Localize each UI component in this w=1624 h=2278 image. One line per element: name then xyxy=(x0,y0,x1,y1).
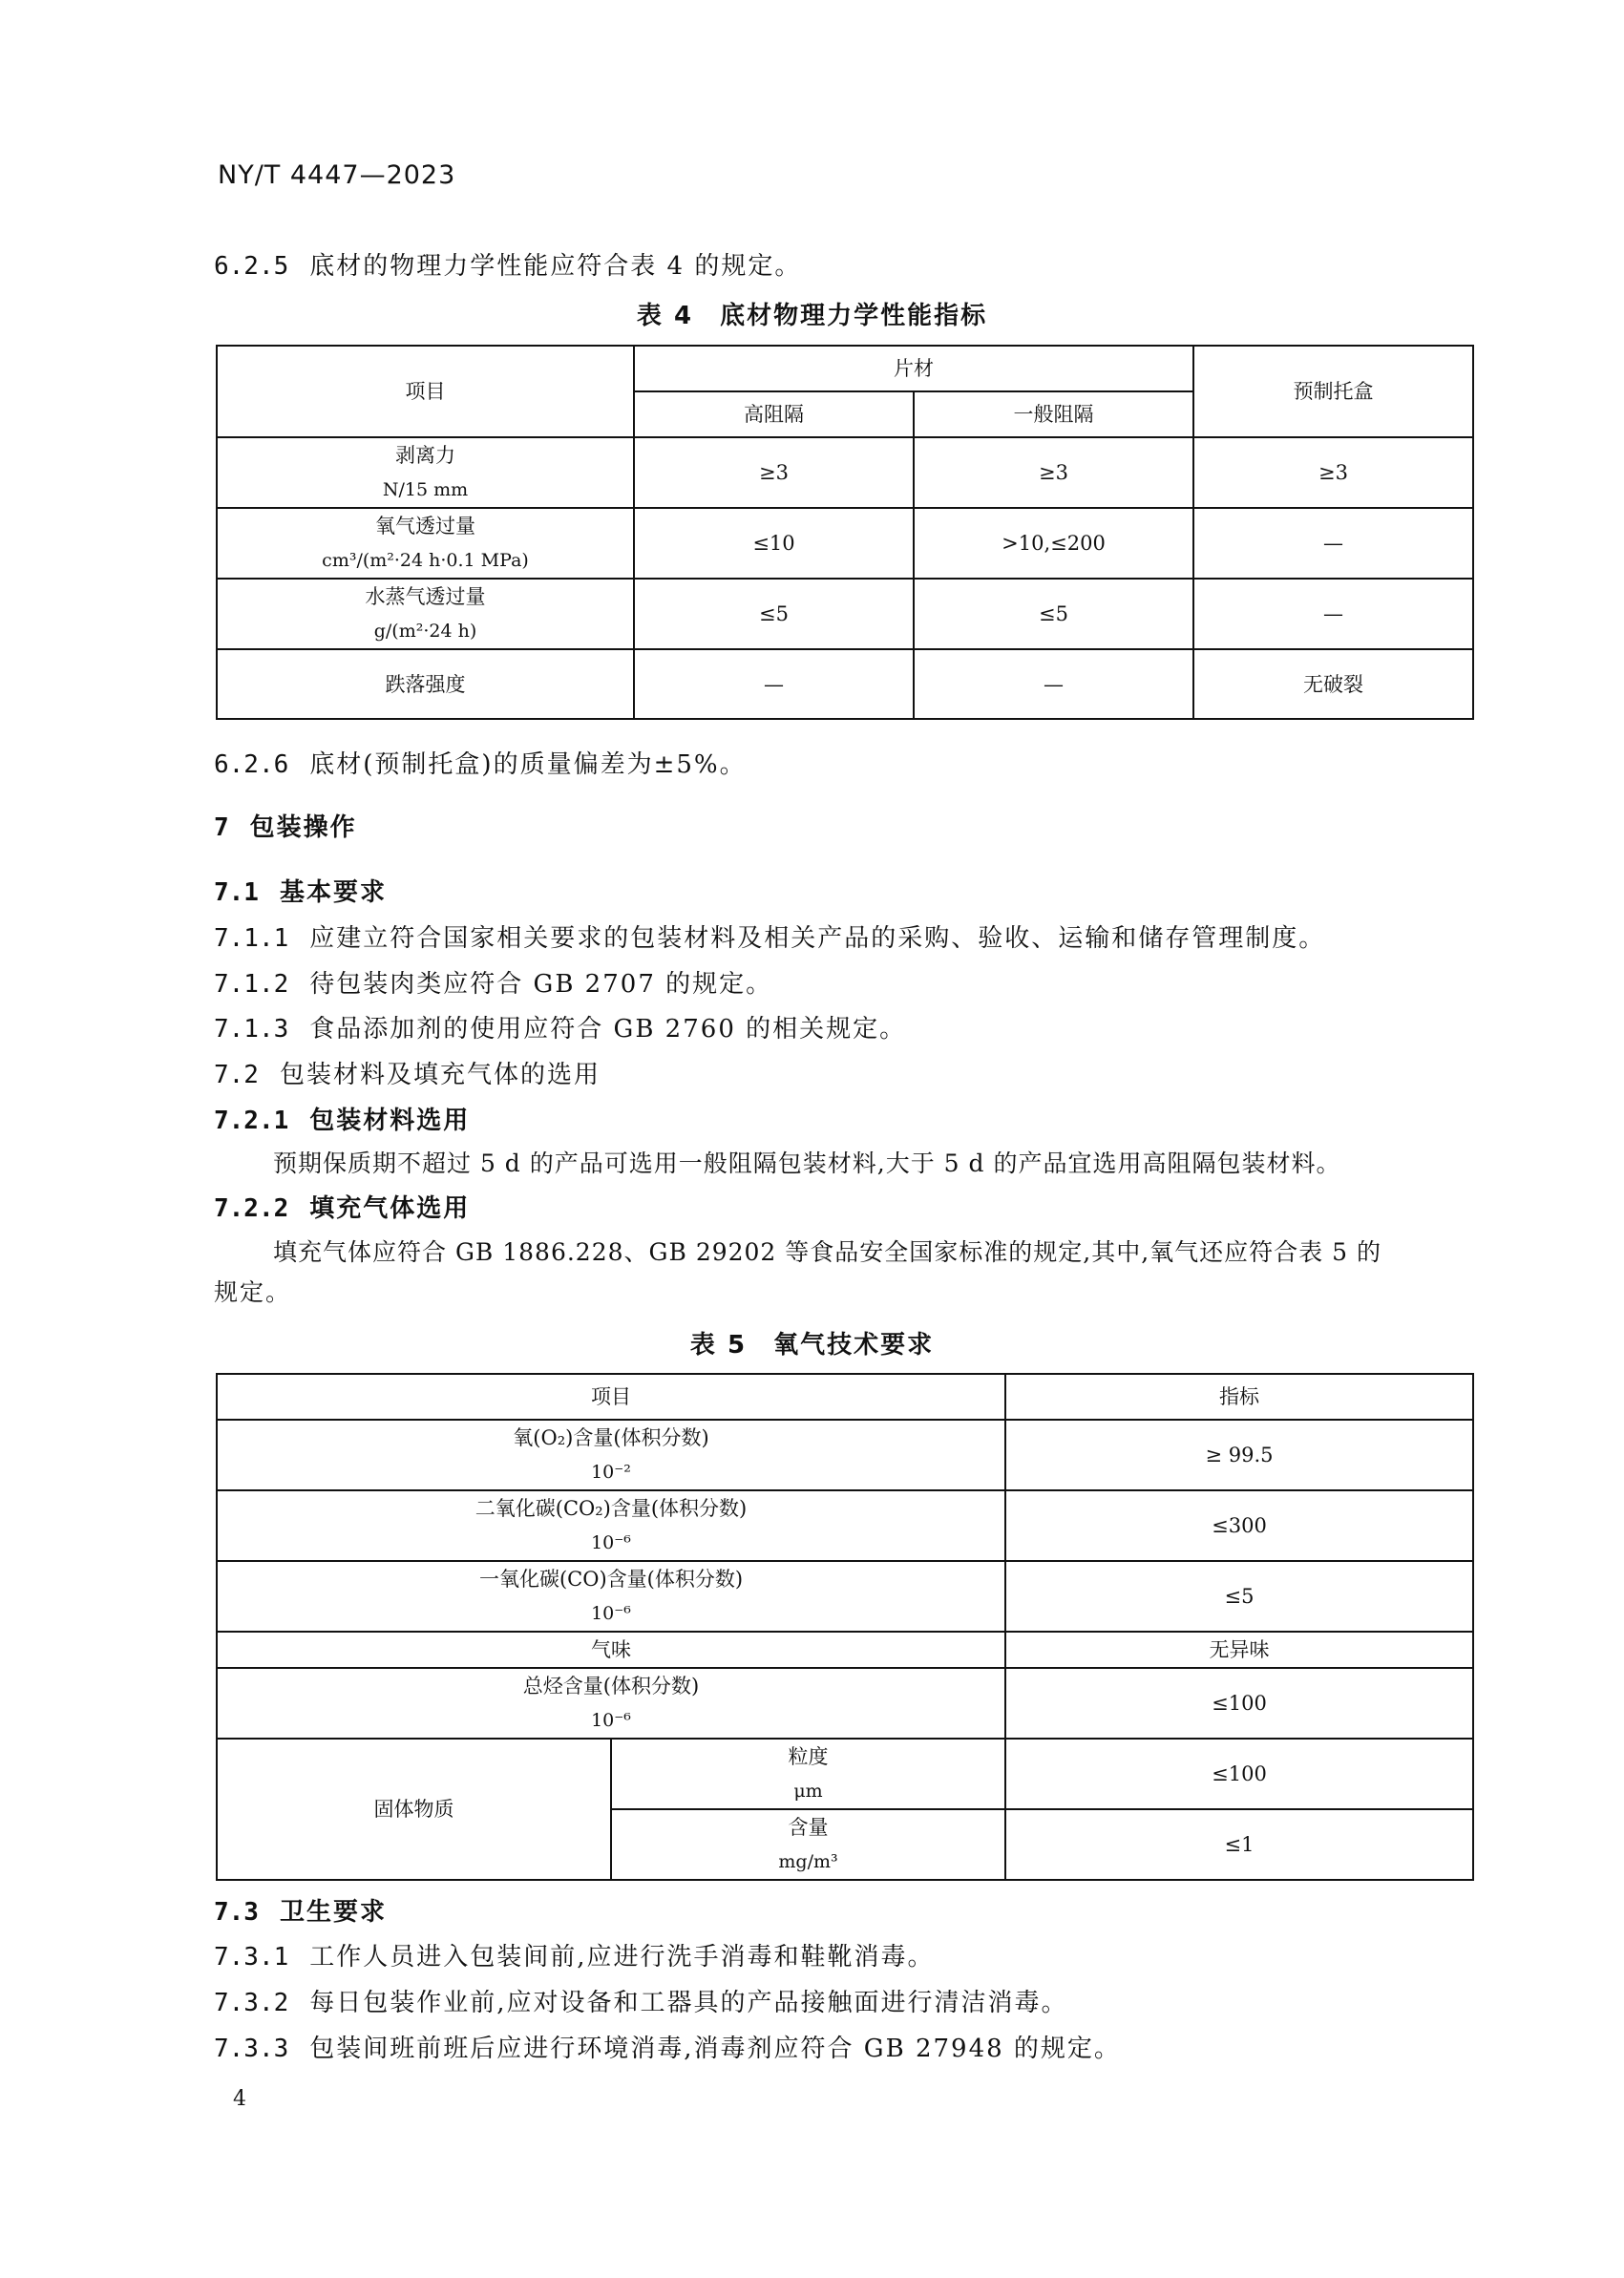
table-row xyxy=(217,1420,1473,1490)
table-cell-item: 含量 mg/m³ xyxy=(611,1809,1005,1880)
table-row xyxy=(217,508,1473,579)
table-5 xyxy=(216,1373,1474,1881)
clause-text: 基本要求 xyxy=(279,878,387,907)
table-4-header-item: 项目 xyxy=(217,346,634,437)
clause-text: 底材(预制托盒)的质量偏差为±5%。 xyxy=(309,750,747,779)
table-row xyxy=(217,1561,1473,1632)
clause-7-2-2-heading xyxy=(214,1189,470,1224)
table-row xyxy=(217,1490,1473,1561)
clause-7-3-1 xyxy=(214,1937,935,1972)
table-cell: ≤5 xyxy=(634,579,914,649)
table-row xyxy=(217,1739,1473,1809)
table-5-header-item: 项目 xyxy=(217,1374,1005,1420)
table-cell: — xyxy=(914,649,1193,719)
table-cell: ≤1 xyxy=(1005,1809,1473,1880)
clause-number: 7.3.3 xyxy=(214,2035,289,2063)
table-cell: — xyxy=(1193,579,1473,649)
table-row xyxy=(217,579,1473,649)
section-7-1-heading xyxy=(214,873,387,908)
table-cell-item: 剥离力 N/15 mm xyxy=(217,437,634,508)
table-cell: ≤5 xyxy=(1005,1561,1473,1632)
clause-text: 包装材料及填充气体的选用 xyxy=(279,1061,601,1089)
clause-6-2-6 xyxy=(214,745,747,780)
table-cell: ≥3 xyxy=(634,437,914,508)
clause-text: 卫生要求 xyxy=(279,1898,387,1927)
clause-7-3-3 xyxy=(214,2029,1121,2064)
table-cell-item: 一氧化碳(CO)含量(体积分数) 10⁻⁶ xyxy=(217,1561,1005,1632)
clause-7-1-2 xyxy=(214,964,772,1000)
clause-text: 底材的物理力学性能应符合表 4 的规定。 xyxy=(309,252,802,281)
clause-number: 6.2.6 xyxy=(214,750,289,779)
clause-number: 7.1.3 xyxy=(214,1015,289,1044)
table-cell: ≤10 xyxy=(634,508,914,579)
table-cell: 无破裂 xyxy=(1193,649,1473,719)
table-4-header-general: 一般阻隔 xyxy=(914,391,1193,437)
clause-text: 包装操作 xyxy=(249,813,357,842)
table-cell: ≥3 xyxy=(914,437,1193,508)
table-row xyxy=(217,437,1473,508)
table-cell-item: 氧气透过量 cm³/(m²·24 h·0.1 MPa) xyxy=(217,508,634,579)
table-cell-item: 跌落强度 xyxy=(217,649,634,719)
table-4-header-sheet: 片材 xyxy=(634,346,1193,391)
clause-text: 食品添加剂的使用应符合 GB 2760 的相关规定。 xyxy=(309,1015,907,1044)
table-cell-item: 二氧化碳(CO₂)含量(体积分数) 10⁻⁶ xyxy=(217,1490,1005,1561)
table-4-caption: 表 4 底材物理力学性能指标 xyxy=(636,302,988,330)
clause-text: 填充气体选用 xyxy=(309,1194,471,1223)
clause-number: 7.2 xyxy=(214,1061,259,1089)
clause-7-1-1 xyxy=(214,918,1325,954)
table-4-header-high: 高阻隔 xyxy=(634,391,914,437)
clause-text: 待包装肉类应符合 GB 2707 的规定。 xyxy=(309,970,773,999)
table-cell-item: 总烃含量(体积分数) 10⁻⁶ xyxy=(217,1668,1005,1739)
table-5-header-index: 指标 xyxy=(1005,1374,1473,1420)
clause-6-2-5 xyxy=(214,246,801,282)
clause-number: 7.3 xyxy=(214,1898,259,1927)
table-row xyxy=(217,1632,1473,1668)
table-cell: ≤100 xyxy=(1005,1739,1473,1809)
paragraph-7-2-2-line1: 填充气体应符合 GB 1886.228、GB 29202 等食品安全国家标准的规定,其中,氧气还应符合表 5 的 xyxy=(273,1238,1381,1266)
page-number: 4 xyxy=(233,2087,246,2111)
clause-7-1-3 xyxy=(214,1009,906,1044)
clause-number: 6.2.5 xyxy=(214,252,289,281)
clause-text: 每日包装作业前,应对设备和工器具的产品接触面进行清洁消毒。 xyxy=(309,1989,1068,2017)
clause-number: 7.1.2 xyxy=(214,970,289,999)
table-5-caption: 表 5 氧气技术要求 xyxy=(689,1331,935,1360)
clause-number: 7.3.2 xyxy=(214,1989,289,2017)
section-7-3-heading xyxy=(214,1892,387,1928)
clause-text: 应建立符合国家相关要求的包装材料及相关产品的采购、验收、运输和储存管理制度。 xyxy=(309,924,1326,953)
section-7-heading xyxy=(214,808,357,843)
table-cell: ≥3 xyxy=(1193,437,1473,508)
table-cell: — xyxy=(1193,508,1473,579)
table-cell-item: 水蒸气透过量 g/(m²·24 h) xyxy=(217,579,634,649)
table-row xyxy=(217,649,1473,719)
paragraph-7-2-2-line2: 规定。 xyxy=(214,1278,292,1306)
table-cell-item: 氧(O₂)含量(体积分数) 10⁻² xyxy=(217,1420,1005,1490)
clause-text: 包装材料选用 xyxy=(309,1107,471,1135)
table-4-header-tray: 预制托盒 xyxy=(1193,346,1473,437)
clause-number: 7.3.1 xyxy=(214,1943,289,1972)
table-cell-item: 气味 xyxy=(217,1632,1005,1668)
clause-number: 7.1.1 xyxy=(214,924,289,953)
clause-number: 7.1 xyxy=(214,878,259,907)
table-cell-item: 粒度 μm xyxy=(611,1739,1005,1809)
table-cell: >10,≤200 xyxy=(914,508,1193,579)
table-cell: — xyxy=(634,649,914,719)
table-cell: ≤100 xyxy=(1005,1668,1473,1739)
section-7-2-heading xyxy=(214,1055,601,1090)
table-cell: ≤5 xyxy=(914,579,1193,649)
clause-text: 工作人员进入包装间前,应进行洗手消毒和鞋靴消毒。 xyxy=(309,1943,935,1972)
clause-number: 7 xyxy=(214,813,229,842)
clause-7-2-1-heading xyxy=(214,1101,470,1136)
table-cell: 无异味 xyxy=(1005,1632,1473,1668)
table-cell: ≤300 xyxy=(1005,1490,1473,1561)
clause-number: 7.2.2 xyxy=(214,1194,289,1223)
clause-text: 包装间班前班后应进行环境消毒,消毒剂应符合 GB 27948 的规定。 xyxy=(309,2035,1121,2063)
table-4 xyxy=(216,345,1474,720)
clause-7-3-2 xyxy=(214,1983,1068,2018)
standard-header: NY/T 4447—2023 xyxy=(218,160,456,190)
table-cell-solid: 固体物质 xyxy=(217,1739,611,1880)
paragraph-7-2-1: 预期保质期不超过 5 d 的产品可选用一般阻隔包装材料,大于 5 d 的产品宜选用高阻隔包装材料。 xyxy=(273,1150,1341,1177)
table-row xyxy=(217,1668,1473,1739)
table-cell: ≥ 99.5 xyxy=(1005,1420,1473,1490)
clause-number: 7.2.1 xyxy=(214,1107,289,1135)
